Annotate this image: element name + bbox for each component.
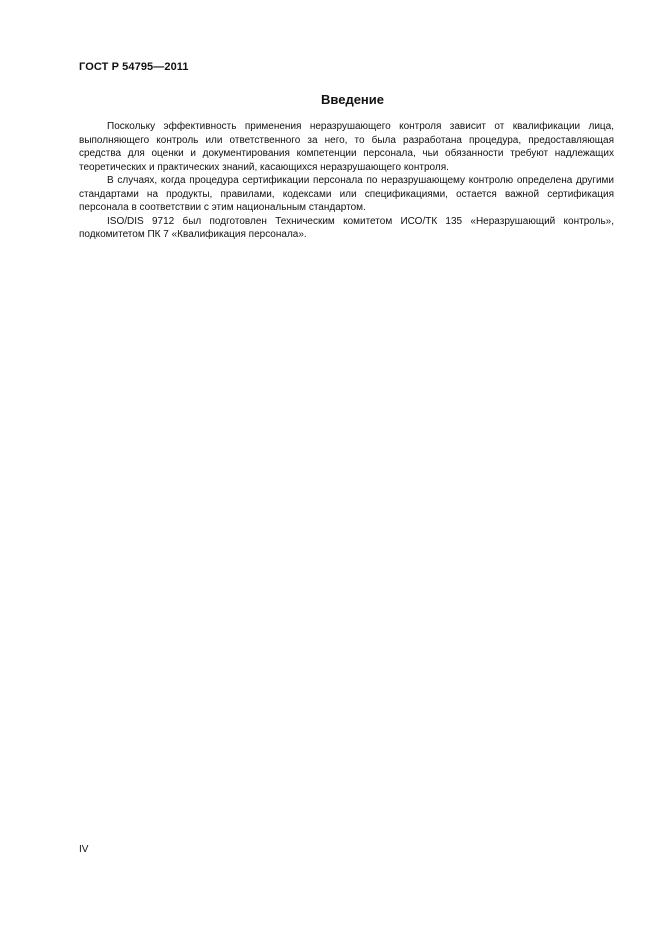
paragraph: ISO/DIS 9712 был подготовлен Техническим комитетом ИСО/ТК 135 «Неразрушающий контроль», подкомитетом ПК 7 «Квалификация персонала». [79, 215, 614, 240]
section-title: Введение [321, 92, 384, 107]
paragraph: Поскольку эффективность применения неразрушающего контроля зависит от квалификации лица, выполняющего контроль или ответственного за него, то была разработана процедура, предоставляющая средства для оценки и документирования компетенции персонала, чьи обязанности требуют надлежащих теоретических и практических знаний, касающихся неразрушающего контроля. [79, 121, 614, 173]
introduction-body [79, 120, 614, 242]
document-code: ГОСТ Р 54795—2011 [79, 61, 189, 73]
paragraph: В случаях, когда процедура сертификации персонала по неразрушающему контролю определена другими стандартами на продукты, правилами, кодексами или спецификациями, остается важной сертификация персонала в соответствии с этим национальным стандартом. [79, 175, 614, 213]
page-number: IV [79, 844, 89, 855]
